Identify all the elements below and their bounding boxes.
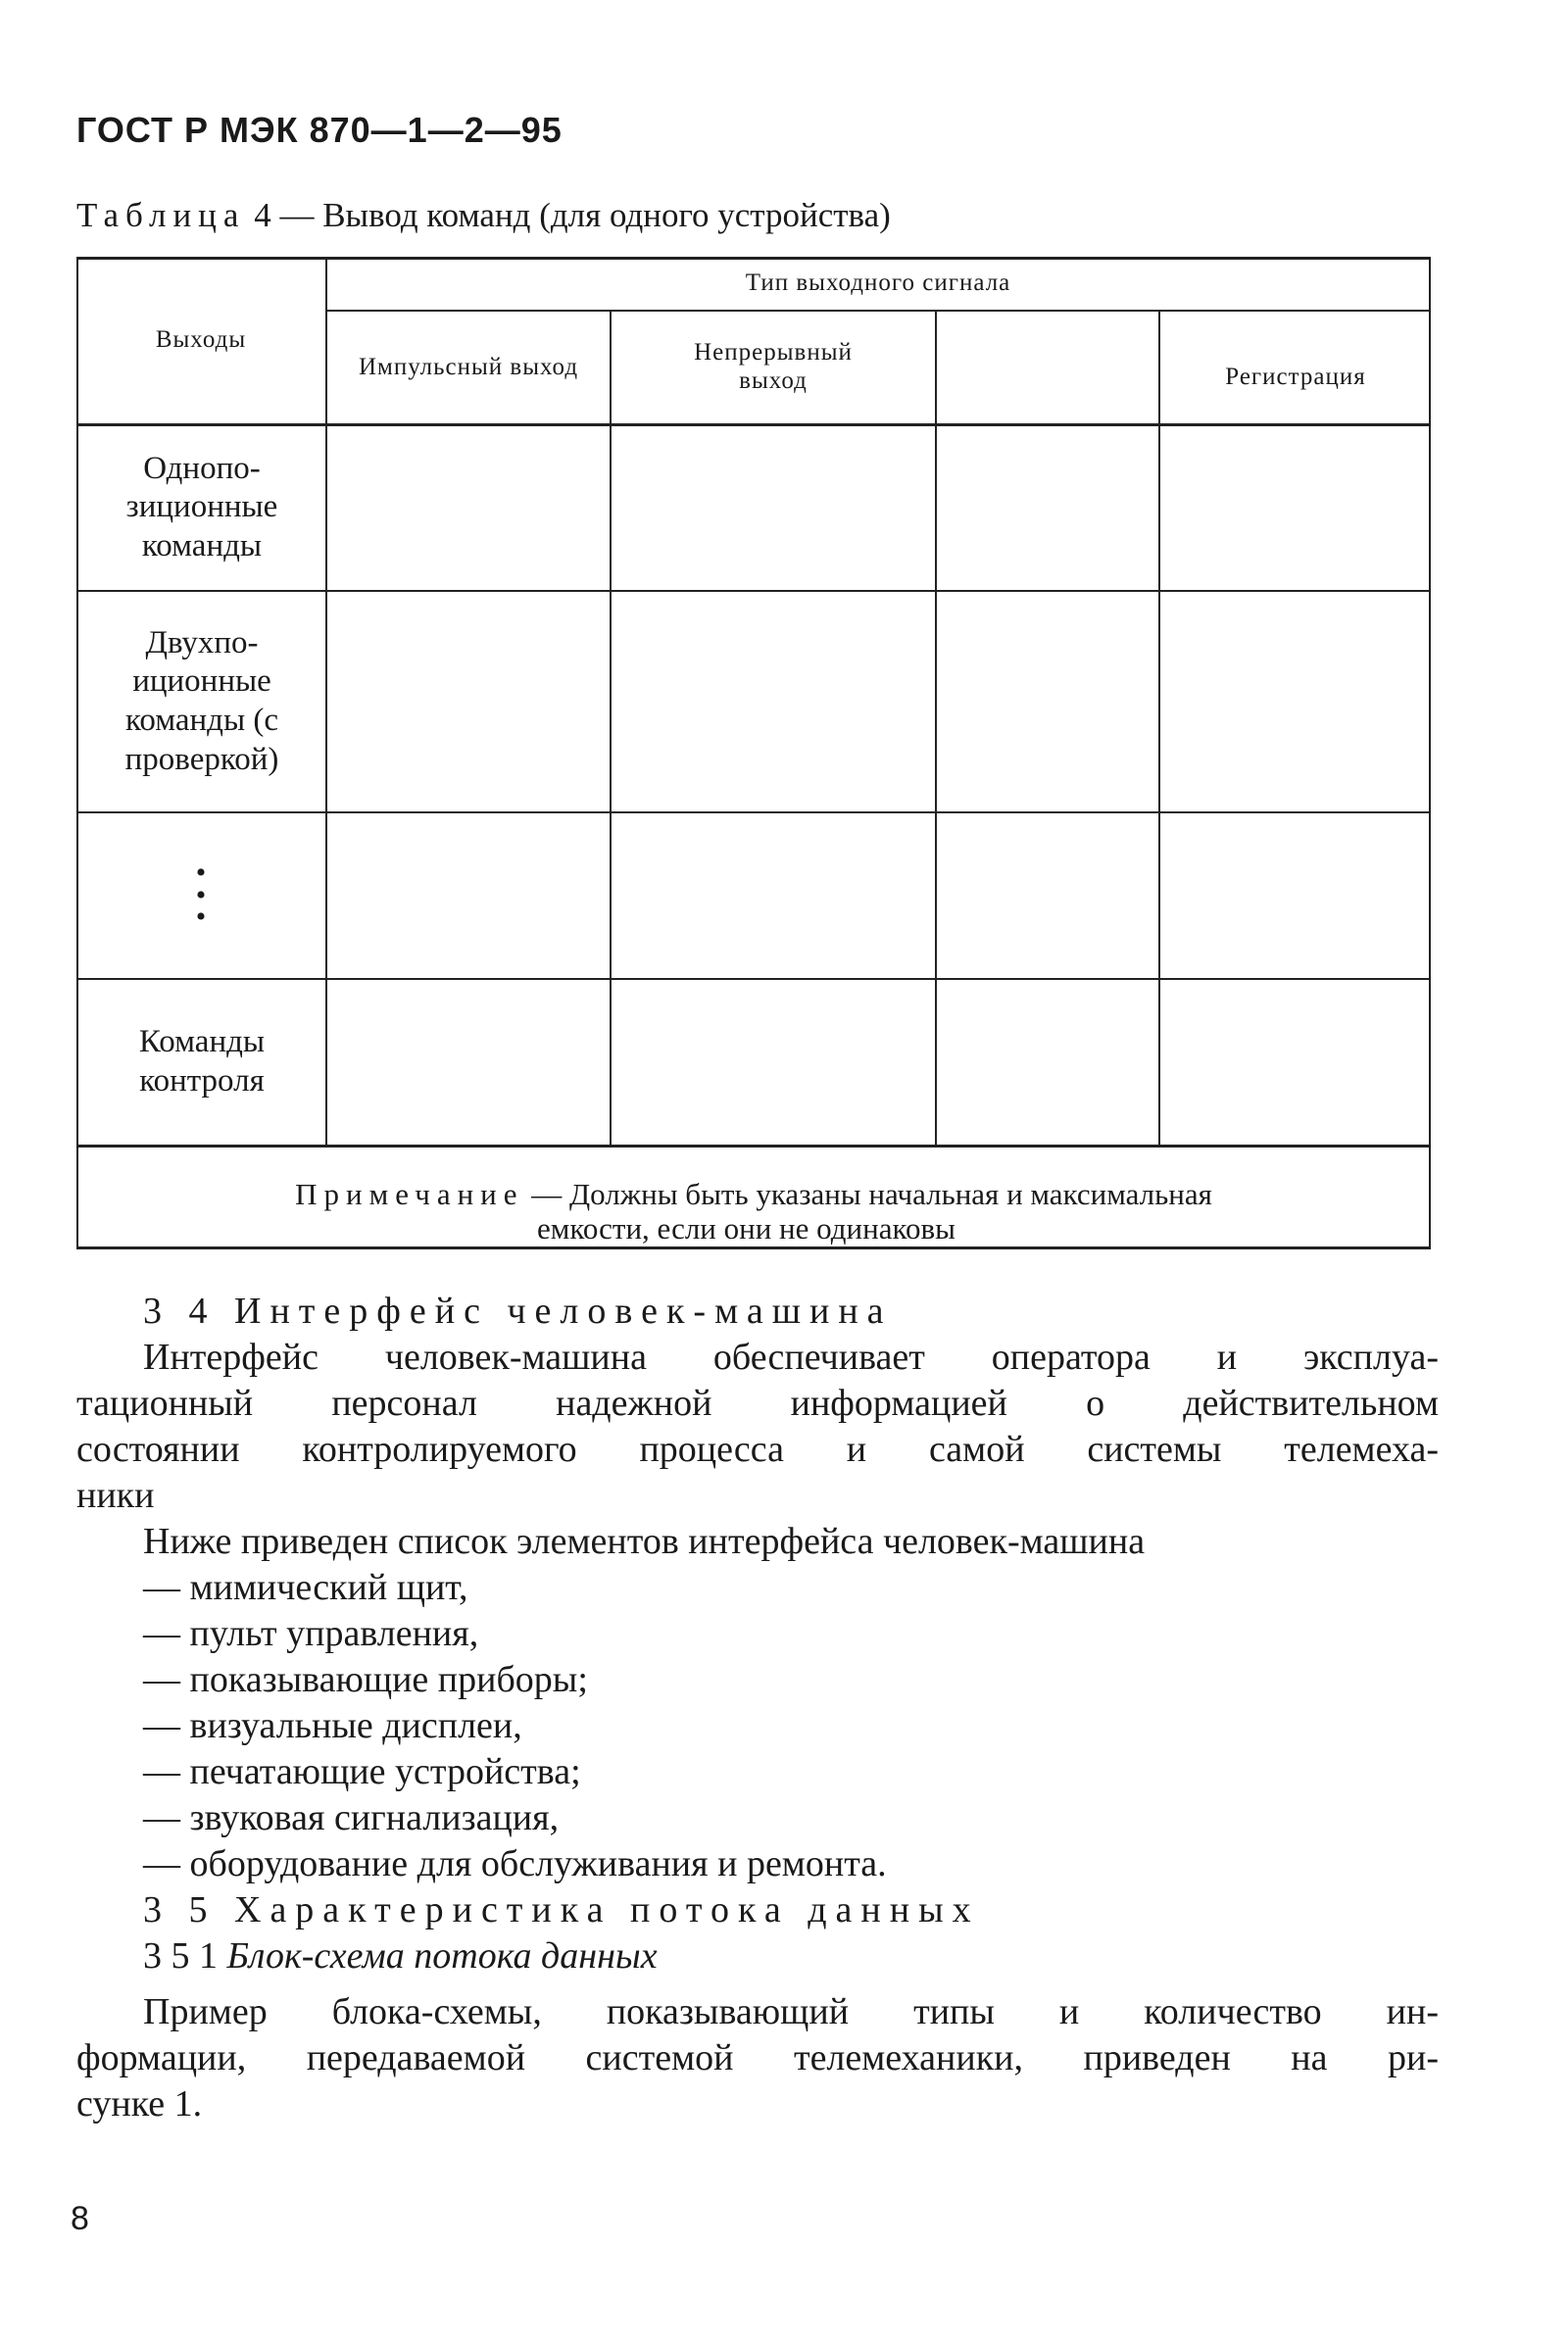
row-label-double-position: Двухпо-иционные команды (с проверкой) — [124, 624, 279, 777]
column-divider — [935, 310, 937, 1145]
list-item: — пульт управления, — [143, 1613, 479, 1654]
paragraph-line: сунке 1. — [76, 2083, 203, 2125]
section-35-heading: 3 5 Характеристика потока данных — [143, 1889, 980, 1930]
column-divider — [1158, 310, 1160, 1145]
list-item: — визуальные дисплеи, — [143, 1705, 522, 1746]
list-intro: Ниже приведен список элементов интерфейса человек-машина — [143, 1521, 1146, 1562]
table-caption — [76, 196, 891, 235]
subsection-number: 3 5 1 — [143, 1935, 218, 1977]
column-divider — [610, 310, 612, 1145]
list-item: — оборудование для обслуживания и ремонта. — [143, 1843, 887, 1884]
table-caption-word: Таблица — [76, 196, 246, 234]
table-caption-text: 4 — Вывод команд (для одного устройства) — [254, 196, 891, 234]
row-label-single-position: Однопо-зиционные команды — [125, 450, 278, 563]
table-bottom-rule — [76, 1246, 1431, 1249]
header-outputs: Выходы — [155, 325, 247, 353]
row-label-ellipsis: • • • — [195, 856, 207, 934]
body-bottom-rule — [76, 1145, 1431, 1148]
header-signal-type: Тип выходного сигнала — [745, 269, 1011, 296]
document-code: ГОСТ Р МЭК 870—1—2—95 — [76, 110, 563, 150]
paragraph-line: Пример блока-схемы, показывающий типы и количество ин- — [143, 1991, 1439, 2032]
note-line-2: емкости, если они не одинаковы — [537, 1210, 956, 1246]
paragraph-line: состоянии контролируемого процесса и самой системы телемеха- — [76, 1429, 1439, 1470]
list-item: — печатающие устройства; — [143, 1751, 581, 1792]
list-item: — мимический щит, — [143, 1567, 468, 1608]
header-registration: Регистрация — [1225, 363, 1366, 390]
table-note — [76, 1178, 1431, 1246]
hmi-elements-list — [143, 1565, 1446, 1887]
header-pulse-output: Импульсный выход — [358, 353, 579, 380]
subsection-351-heading — [143, 1933, 1446, 1979]
paragraph-line: формации, передаваемой системой телемеханики, приведен на ри- — [76, 2037, 1439, 2078]
row-label-control-commands: Команды контроля — [138, 1024, 266, 1099]
page-number: 8 — [71, 2200, 89, 2237]
paragraph-line: Интерфейс человек-машина обеспечивает оператора и эксплуа- — [143, 1337, 1439, 1378]
section-35-paragraph — [76, 1989, 1439, 2127]
list-item: — показывающие приборы; — [143, 1659, 588, 1700]
section-34-heading: 3 4 Интерфейс человек-машина — [143, 1291, 893, 1332]
section-34-paragraph — [76, 1335, 1439, 1519]
header-continuous-output: Непрерывный выход — [694, 339, 853, 394]
subsection-title: Блок-схема потока данных — [226, 1935, 658, 1977]
list-item: — звуковая сигнализация, — [143, 1797, 560, 1838]
commands-table — [76, 257, 1431, 1248]
note-line-1: — Должны быть указаны начальная и максимальная — [531, 1177, 1212, 1211]
paragraph-line: тационный персонал надежной информацией о действительном — [76, 1383, 1439, 1424]
header-empty-column — [937, 312, 1158, 423]
paragraph-line: ники — [76, 1475, 155, 1516]
note-label: Примечание — [295, 1177, 524, 1211]
